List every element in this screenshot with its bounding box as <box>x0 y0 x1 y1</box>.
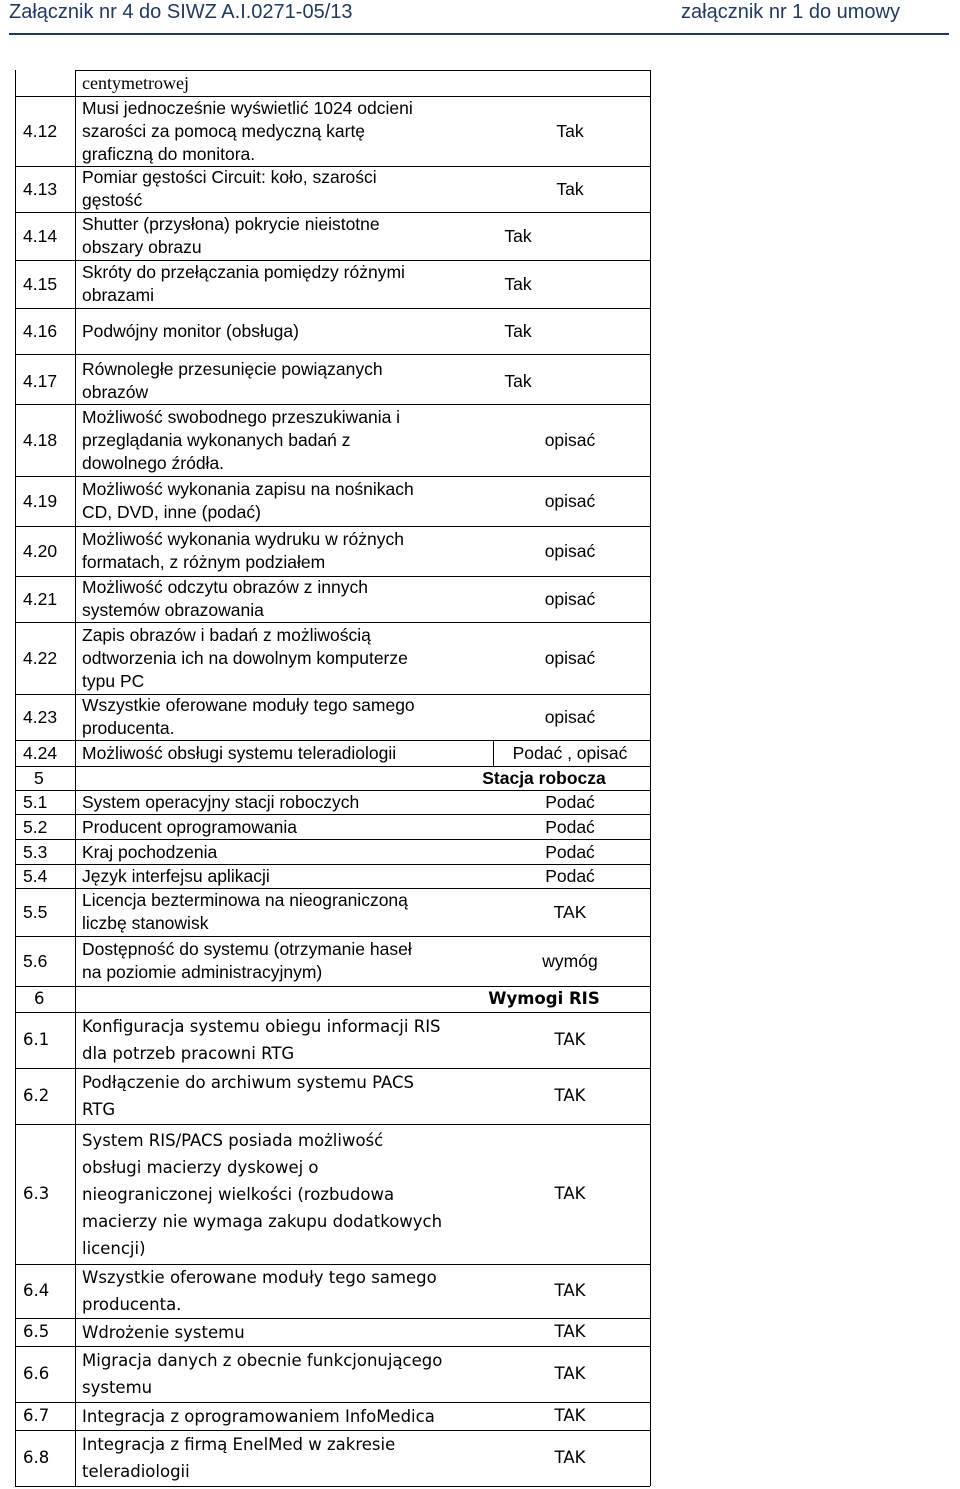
description-line: dla potrzeb pracowni RTG <box>82 1044 295 1063</box>
table-rule <box>75 70 76 1486</box>
row-description <box>82 1346 493 1402</box>
description-line: graficzną do monitora. <box>82 143 256 164</box>
description-line: System operacyjny stacji roboczych <box>82 791 360 812</box>
description-line: teleradiologii <box>82 1462 190 1481</box>
row-description <box>82 1012 493 1068</box>
section-title: Stacja robocza <box>482 768 606 788</box>
description-line: Musi jednocześnie wyświetlić 1024 odcieni <box>82 97 413 118</box>
row-value: TAK <box>554 1406 586 1425</box>
row-value: Podać <box>545 792 595 812</box>
row-description <box>82 1264 493 1318</box>
row-value: Tak <box>504 371 532 391</box>
row-value: opisać <box>544 491 596 511</box>
row-value: TAK <box>554 1322 586 1341</box>
row-description <box>82 1402 493 1430</box>
header-left: Załącznik nr 4 do SIWZ A.I.0271-05/13 <box>9 1 353 23</box>
description-line: Producent oprogramowania <box>82 816 297 837</box>
row-number: 5.1 <box>23 792 48 812</box>
row-number: 6 <box>34 989 45 1008</box>
row-value: wymóg <box>542 951 598 971</box>
row-value: Podać <box>545 817 595 837</box>
row-value: opisać <box>544 648 596 668</box>
row-value: opisać <box>544 430 596 450</box>
row-number: 5.3 <box>23 842 48 862</box>
row-value: TAK <box>554 1448 586 1467</box>
description-line: Pomiar gęstości Circuit: koło, szarości <box>82 167 377 187</box>
description-line: Możliwość wykonania wydruku w różnych <box>82 529 404 549</box>
row-number: 5.4 <box>23 866 48 886</box>
row-description <box>82 840 493 864</box>
description-line: systemu <box>82 1378 153 1397</box>
description-line: Shutter (przysłona) pokrycie nieistotne <box>82 214 380 234</box>
description-line: CD, DVD, inne (podać) <box>82 502 261 522</box>
row-description <box>82 96 493 166</box>
table-rule <box>15 354 650 355</box>
row-value: Podać <box>545 866 595 886</box>
row-value: TAK <box>554 1364 586 1383</box>
description-line: systemów obrazowania <box>82 600 264 620</box>
description-line: Skróty do przełączania pomiędzy różnymi <box>82 262 405 282</box>
description-line: Wdrożenie systemu <box>82 1322 245 1342</box>
row-number: 4.16 <box>23 321 58 341</box>
row-number: 4.13 <box>23 179 58 199</box>
table-rule <box>493 740 494 766</box>
description-line: obsługi macierzy dyskowej o <box>82 1157 319 1177</box>
row-description <box>82 576 493 622</box>
description-line: na poziomie administracyjnym) <box>82 962 323 982</box>
row-description <box>82 476 493 526</box>
row-number: 5.2 <box>23 817 48 837</box>
row-value: Tak <box>556 179 584 199</box>
row-description <box>82 1318 493 1346</box>
description-line: Wszystkie oferowane moduły tego samego <box>82 695 415 715</box>
row-value: Podać <box>545 842 595 862</box>
row-value: TAK <box>553 902 587 922</box>
row-description <box>82 358 493 404</box>
description-line: Możliwość odczytu obrazów z innych <box>82 577 368 597</box>
table-rule <box>15 70 16 1486</box>
description-line: odtworzenia ich na dowolnym komputerze <box>82 647 408 668</box>
row-number: 6.3 <box>23 1184 50 1203</box>
row-description <box>82 1124 493 1264</box>
description-line: producenta. <box>82 718 175 738</box>
table-rule <box>75 70 650 71</box>
description-line: obrazów <box>82 382 149 402</box>
row-value: TAK <box>554 1281 586 1300</box>
row-number: 4.17 <box>23 371 58 391</box>
description-line: nieograniczonej wielkości (rozbudowa <box>82 1184 395 1204</box>
row-number: 6.6 <box>23 1364 50 1383</box>
row-description <box>82 526 493 576</box>
description-line: Podwójny monitor (obsługa) <box>82 320 299 341</box>
row-value: TAK <box>554 1030 586 1049</box>
description-line: formatach, z różnym podziałem <box>82 552 326 572</box>
row-number: 4.22 <box>23 648 58 668</box>
row-number: 6.2 <box>23 1086 50 1105</box>
description-line: typu PC <box>82 670 145 691</box>
row-number: 6.1 <box>23 1030 50 1049</box>
description-line: Możliwość wykonania zapisu na nośnikach <box>82 479 414 499</box>
row-description <box>82 815 493 839</box>
description-line: Integracja z firmą EnelMed w zakresie <box>82 1435 396 1454</box>
description-line: obrazami <box>82 285 154 305</box>
description-line: macierzy nie wymaga zakupu dodatkowych <box>82 1211 443 1231</box>
description-line: Migracja danych z obecnie funkcjonującego <box>82 1351 443 1370</box>
description-line: System RIS/PACS posiada możliwość <box>82 1130 384 1150</box>
description-line: przeglądania wykonanych badań z <box>82 429 351 450</box>
row-value: opisać <box>544 541 596 561</box>
description-line: Wszystkie oferowane moduły tego samego <box>82 1268 437 1287</box>
row-number: 4.20 <box>23 541 58 561</box>
row-value: Tak <box>504 226 532 246</box>
row-number: 4.19 <box>23 491 58 511</box>
description-line: Dostępność do systemu (otrzymanie haseł <box>82 939 412 959</box>
description-line: szarości za pomocą medyczną kartę <box>82 120 366 141</box>
row-number: 6.5 <box>23 1322 50 1341</box>
row-description <box>82 790 493 814</box>
row-value: opisać <box>544 589 596 609</box>
row-description <box>82 404 493 476</box>
row-description <box>82 70 493 96</box>
description-line: centymetrowej <box>82 72 189 93</box>
description-line: Równoległe przesunięcie powiązanych <box>82 359 383 379</box>
description-line: RTG <box>82 1100 116 1119</box>
row-description <box>82 888 493 936</box>
row-number: 4.23 <box>23 707 58 727</box>
row-description <box>82 260 493 308</box>
description-line: Możliwość obsługi systemu teleradiologii <box>82 742 397 763</box>
row-value: TAK <box>554 1184 586 1203</box>
header-right: załącznik nr 1 do umowy <box>681 1 900 23</box>
row-description <box>82 694 493 740</box>
row-description <box>82 166 493 212</box>
description-line: Możliwość swobodnego przeszukiwania i <box>82 406 401 427</box>
description-line: Podłączenie do archiwum systemu PACS <box>82 1073 415 1092</box>
description-line: Konfiguracja systemu obiegu informacji RIS <box>82 1017 441 1036</box>
row-number: 6.8 <box>23 1448 50 1467</box>
row-description <box>82 212 493 260</box>
table-rule <box>15 1486 650 1487</box>
row-number: 5.5 <box>23 902 48 922</box>
description-line: dowolnego źródła. <box>82 452 225 473</box>
row-value: Podać , opisać <box>512 743 628 763</box>
description-line: gęstość <box>82 190 143 210</box>
row-description <box>82 740 493 766</box>
row-value: Tak <box>504 274 532 294</box>
description-line: Język interfejsu aplikacji <box>82 865 270 886</box>
description-line: licencji) <box>82 1238 146 1258</box>
description-line: producenta. <box>82 1295 182 1314</box>
row-description <box>82 1430 493 1486</box>
description-line: liczbę stanowisk <box>82 913 209 933</box>
table-rule <box>650 70 651 1486</box>
description-line: Integracja z oprogramowaniem InfoMedica <box>82 1406 435 1426</box>
row-value: opisać <box>544 707 596 727</box>
description-line: Zapis obrazów i badań z możliwością <box>82 624 371 645</box>
section-title: Wymogi RIS <box>488 989 600 1008</box>
row-description <box>82 308 493 354</box>
row-number: 4.14 <box>23 226 58 246</box>
row-number: 4.21 <box>23 589 58 609</box>
row-value: Tak <box>504 321 532 341</box>
description-line: Licencja bezterminowa na nieograniczoną <box>82 890 408 910</box>
row-number: 4.15 <box>23 274 58 294</box>
row-number: 6.4 <box>23 1281 50 1300</box>
row-number: 4.24 <box>23 743 58 763</box>
row-number: 5.6 <box>23 951 48 971</box>
row-number: 4.12 <box>23 121 58 141</box>
row-description <box>82 936 493 986</box>
row-number: 5 <box>34 768 44 788</box>
row-value: Tak <box>556 121 584 141</box>
description-line: Kraj pochodzenia <box>82 841 218 862</box>
row-number: 6.7 <box>23 1406 50 1425</box>
description-line: obszary obrazu <box>82 237 202 257</box>
row-description <box>82 1068 493 1124</box>
row-number: 4.18 <box>23 430 58 450</box>
row-value: TAK <box>554 1086 586 1105</box>
row-description <box>82 622 493 694</box>
row-description <box>82 864 493 888</box>
